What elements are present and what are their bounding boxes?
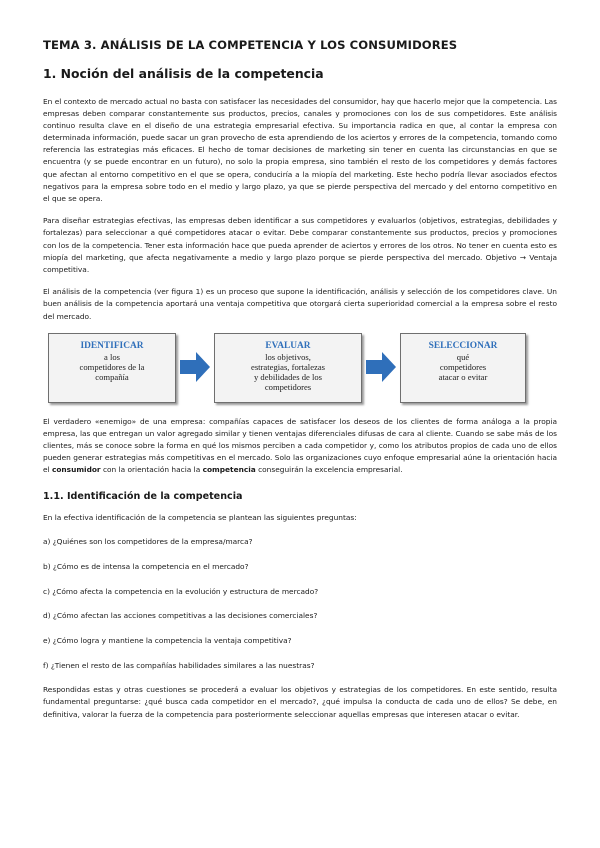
box-line: atacar o evitar: [438, 372, 488, 383]
document-page: [43, 38, 557, 731]
paragraph: Para diseñar estrategias efectivas, las empresas deben identificar a sus competidores y evaluarlos (objetivos, estrategias, debilidades y fortalezas) para seleccionar a qué competidores atacar o evitar. Debe comparar constantemente sus productos, precios y promociones con los de la competencia. Tener esta información hace que pueda aprender de aciertos y errores de los otros. No tener en cuenta esto es miopía del marketing, que afecta negativamente a medio y largo plazo porque se pierde perspectiva del mercado. Objetivo → Ventaja competitiva.: [43, 216, 557, 274]
subsection-heading: 1.1. Identificación de la competencia: [43, 490, 243, 502]
box-line: competidores: [264, 382, 312, 393]
text-run: El verdadero «enemigo» de una empresa: compañías capaces de satisfacer los deseos de los clientes de forma análoga a la propia empresa, las que entregan un valor agregado similar y tienen ventajas diferenciales difusas de cara al cliente. Cuando se sabe más de los clientes, más se conoce sobre la forma en qué los mismos perciben a cada competidor y, como los atributos propios de cada uno de ellos pueden generar estrategias más competitivas en el mercado. Solo las organizaciones cuyo enfoque empresarial aúne la orientación hacia el: [43, 417, 557, 475]
text-run: conseguirán la excelencia empresarial.: [255, 465, 403, 475]
question-item: b) ¿Cómo es de intensa la competencia en el mercado?: [43, 561, 249, 571]
box-line: qué: [456, 352, 470, 363]
box-line: estrategias, fortalezas: [251, 362, 325, 373]
question-item: a) ¿Quiénes son los competidores de la empresa/marca?: [43, 537, 253, 547]
box-line: competidores de la: [79, 362, 145, 373]
box-title: EVALUAR: [265, 341, 311, 352]
text-run: con la orientación hacia la: [100, 465, 203, 475]
box-line: competidores: [439, 362, 487, 373]
bold-term-competencia: competencia: [202, 465, 256, 475]
question-item: e) ¿Cómo logra y mantiene la competencia la ventaja competitiva?: [43, 636, 292, 645]
seleccionar-box: [400, 333, 526, 403]
question-item: f) ¿Tienen el resto de las compañías habilidades similares a las nuestras?: [43, 660, 315, 670]
box-line: y debilidades de los: [253, 372, 323, 383]
evaluar-box: [214, 333, 362, 403]
paragraph: En el contexto de mercado actual no basta con satisfacer las necesidades del consumidor, hay que hacerlo mejor que la competencia. Las empresas deben comparar constantemente sus productos, precios, canales y promociones con los de sus competidores. Este análisis continuo resulta clave en el diseño de una estrategia empresarial efectiva. Su importancia radica en que, al contar la empresa con determinada información, puede sacar un gran provecho de esta aprendiendo de los aciertos y errores de la competencia, tomando como referencia las estrategias más eficaces. El hecho de tomar decisiones de marketing sin tener en cuenta las circunstancias en que se encuentra (y se puede encontrar en un futuro), no solo la propia empresa, sino también el resto de los competidores y demás factores que afectan al entorno competitivo en el que se opera, conduciría a la miopía del marketing. Este hecho podría llevar asociados efectos negativos para la empresa sobre todo en el medio y largo plazo, ya que se pierde perspectiva del mercado y del entorno competitivo en el que se opera.: [43, 97, 557, 203]
arrow-right-icon: [366, 352, 396, 382]
box-line: compañía: [95, 372, 129, 383]
box-title: IDENTIFICAR: [80, 341, 144, 352]
figure-1-diagram: [43, 333, 557, 403]
paragraph: En la efectiva identificación de la competencia se plantean las siguientes preguntas:: [43, 512, 357, 522]
box-title: SELECCIONAR: [428, 341, 498, 352]
document-title: TEMA 3. ANÁLISIS DE LA COMPETENCIA Y LOS CONSUMIDORES: [43, 38, 458, 52]
paragraph: El análisis de la competencia (ver figura 1) es un proceso que supone la identificación, análisis y selección de los competidores clave. Un buen análisis de la competencia aportará una ventaja competitiva que otorgará cierta superioridad comercial a la empresa sobre el resto del mercado.: [43, 287, 557, 321]
question-item: c) ¿Cómo afecta la competencia en la evolución y estructura de mercado?: [43, 586, 319, 596]
question-item: d) ¿Cómo afectan las acciones competitivas a las decisiones comerciales?: [43, 611, 318, 621]
section-heading: 1. Noción del análisis de la competencia: [43, 66, 324, 81]
paragraph: [43, 416, 557, 476]
box-line: a los: [104, 352, 120, 363]
box-line: los objetivos,: [265, 352, 311, 363]
paragraph: Respondidas estas y otras cuestiones se procederá a evaluar los objetivos y estrategias de los competidores. En este sentido, resulta fundamental preguntarse: ¿qué busca cada competidor en el mercado?, ¿qué impulsa la conducta de cada uno de ellos? Se debe, en definitiva, valorar la fuerza de la competencia para posteriormente seleccionar aquellas empresas que interesen atacar o evitar.: [43, 685, 557, 719]
arrow-right-icon: [180, 352, 210, 382]
identificar-box: [48, 333, 176, 403]
bold-term-consumidor: consumidor: [51, 465, 101, 475]
